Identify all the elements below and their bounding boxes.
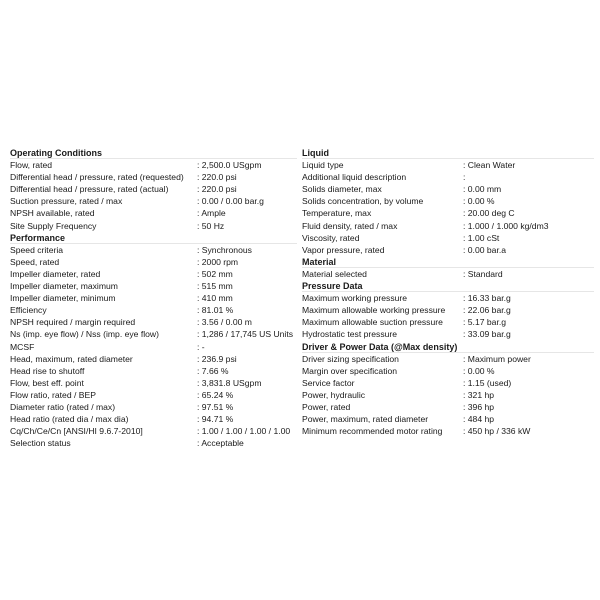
row-label: Head, maximum, rated diameter [10,353,133,364]
row-value: : 0.00 mm [463,183,501,195]
row-label: Minimum recommended motor rating [302,426,443,437]
row-label: Vapor pressure, rated [302,244,385,255]
data-row [10,353,297,365]
data-row [10,292,297,304]
data-row [10,183,297,195]
row-label: Speed, rated [10,256,60,267]
row-label: Viscosity, rated [302,232,360,243]
row-label: Flow ratio, rated / BEP [10,389,96,400]
row-value: : 1.15 (used) [463,377,511,389]
section-driver-power-data-max-density [302,341,592,438]
row-value: : 22.06 bar.g [463,304,511,316]
row-value: : 220.0 psi [197,183,237,195]
row-label: Head ratio (rated dia / max dia) [10,414,129,425]
row-value: : 0.00 / 0.00 bar.g [197,195,264,207]
data-row [302,328,592,340]
row-value: : 515 mm [197,280,233,292]
section-header: Performance [10,232,297,244]
data-row [10,425,297,437]
row-label: Ns (imp. eye flow) / Nss (imp. eye flow) [10,329,159,340]
row-value: : 1.00 / 1.00 / 1.00 / 1.00 [197,425,290,437]
data-row [10,389,297,401]
row-label: Flow, rated [10,160,53,171]
row-label: Speed criteria [10,244,64,255]
row-value: : 0.00 % [463,365,495,377]
row-value: : 0.00 % [463,195,495,207]
data-row [302,171,592,183]
row-value: : Standard [463,268,503,280]
row-value: : 3.56 / 0.00 m [197,316,252,328]
row-value: : 81.01 % [197,304,233,316]
row-value: : 484 hp [463,413,494,425]
data-row [302,159,592,171]
row-value: : 0.00 bar.a [463,244,506,256]
row-label: Differential head / pressure, rated (actual) [10,184,169,195]
row-label: Service factor [302,377,355,388]
row-value: : Acceptable [197,437,244,449]
row-label: Differential head / pressure, rated (requested) [10,172,184,183]
section-header: Liquid [302,147,594,159]
data-row [10,256,297,268]
row-value: : 5.17 bar.g [463,316,506,328]
row-value: : 236.9 psi [197,353,237,365]
data-row [302,401,592,413]
data-row [10,413,297,425]
row-label: Cq/Ch/Ce/Cn [ANSI/HI 9.6.7-2010] [10,426,143,437]
section-header: Driver & Power Data (@Max density) [302,341,594,353]
row-label: Power, rated [302,401,351,412]
row-value: : 33.09 bar.g [463,328,511,340]
row-value: : 396 hp [463,401,494,413]
row-value: : 7.66 % [197,365,229,377]
left-column [10,147,297,449]
row-label: Efficiency [10,305,47,316]
data-row [302,413,592,425]
data-row [10,171,297,183]
row-value: : Ample [197,207,226,219]
row-value: : 20.00 deg C [463,207,515,219]
row-label: Power, hydraulic [302,389,366,400]
row-label: Solids diameter, max [302,184,382,195]
data-row [302,195,592,207]
row-value: : - [197,341,205,353]
row-label: Head rise to shutoff [10,365,85,376]
row-label: MCSF [10,341,35,352]
row-value: : 1,286 / 17,745 US Units [197,328,293,340]
data-row [302,353,592,365]
data-row [10,244,297,256]
row-value: : 65.24 % [197,389,233,401]
section-header: Pressure Data [302,280,594,292]
row-value: : 220.0 psi [197,171,237,183]
data-row [302,389,592,401]
data-row [10,316,297,328]
data-row [302,292,592,304]
data-row [10,437,297,449]
row-value: : 321 hp [463,389,494,401]
data-row [302,232,592,244]
row-value: : Maximum power [463,353,531,365]
row-value: : 410 mm [197,292,233,304]
row-value: : 97.51 % [197,401,233,413]
row-label: Additional liquid description [302,172,407,183]
row-value: : 16.33 bar.g [463,292,511,304]
data-row [302,183,592,195]
row-label: Maximum allowable suction pressure [302,317,443,328]
data-row [10,304,297,316]
data-row [10,401,297,413]
row-label: Suction pressure, rated / max [10,196,123,207]
row-label: Hydrostatic test pressure [302,329,398,340]
section-material [302,256,592,280]
row-label: NPSH required / margin required [10,317,136,328]
data-row [302,316,592,328]
row-label: Driver sizing specification [302,353,399,364]
data-row [10,159,297,171]
section-operating-conditions [10,147,297,232]
data-row [10,377,297,389]
row-label: Maximum allowable working pressure [302,305,446,316]
row-label: Impeller diameter, rated [10,268,101,279]
data-row [302,304,592,316]
section-liquid [302,147,592,256]
row-label: Temperature, max [302,208,372,219]
data-row [302,377,592,389]
row-label: Maximum working pressure [302,293,408,304]
row-value: : 3,831.8 USgpm [197,377,262,389]
section-header: Operating Conditions [10,147,297,159]
data-row [302,244,592,256]
row-value [463,171,465,183]
row-label: Fluid density, rated / max [302,220,398,231]
row-label: Diameter ratio (rated / max) [10,401,116,412]
row-value: : 1.000 / 1.000 kg/dm3 [463,220,549,232]
data-row [10,268,297,280]
row-value: : 1.00 cSt [463,232,499,244]
row-value: : 94.71 % [197,413,233,425]
data-row [10,195,297,207]
row-label: Solids concentration, by volume [302,196,424,207]
row-value: : 502 mm [197,268,233,280]
data-row [10,280,297,292]
row-value: : 2,500.0 USgpm [197,159,262,171]
row-label: Impeller diameter, minimum [10,293,116,304]
row-label: Power, maximum, rated diameter [302,414,429,425]
row-label: Impeller diameter, maximum [10,281,118,292]
row-label: Flow, best eff. point [10,377,84,388]
data-row [302,365,592,377]
data-row [10,365,297,377]
section-pressure-data [302,280,592,340]
row-value: : Synchronous [197,244,252,256]
data-row [302,425,592,437]
section-header: Material [302,256,594,268]
row-label: Material selected [302,268,367,279]
data-row [302,220,592,232]
data-row [10,207,297,219]
row-label: Liquid type [302,160,344,171]
data-row [302,268,592,280]
data-row [302,207,592,219]
row-value: : 2000 rpm [197,256,238,268]
right-column [302,147,592,437]
row-value: : 50 Hz [197,220,224,232]
row-label: NPSH available, rated [10,208,95,219]
row-label: Site Supply Frequency [10,220,97,231]
row-label: Margin over specification [302,365,398,376]
section-performance [10,232,297,450]
data-row [10,341,297,353]
data-row [10,328,297,340]
data-row [10,220,297,232]
row-value: : Clean Water [463,159,515,171]
row-label: Selection status [10,438,71,449]
row-value: : 450 hp / 336 kW [463,425,530,437]
